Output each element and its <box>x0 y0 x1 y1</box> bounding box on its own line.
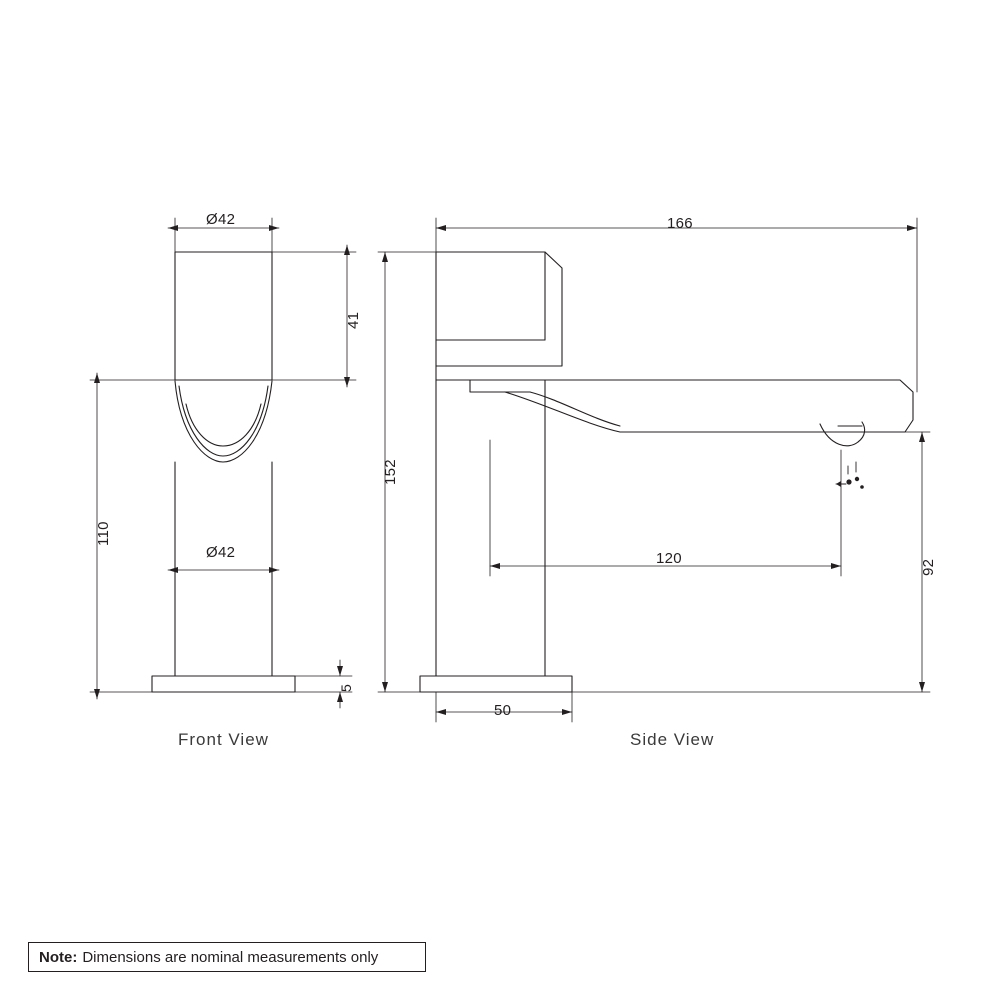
side-dim-152-label: 152 <box>382 459 399 485</box>
front-view-geometry <box>152 252 295 692</box>
note-label: Note: <box>39 948 78 966</box>
side-dim-166-label: 166 <box>667 215 693 232</box>
note-box <box>28 942 426 972</box>
front-dim-41-label: 41 <box>345 311 362 329</box>
front-view-title: Front View <box>178 730 269 749</box>
side-view-geometry <box>420 252 913 692</box>
front-dim-body-diameter <box>168 567 279 573</box>
side-dim-92-label: 92 <box>920 558 937 576</box>
note-text: Dimensions are nominal measurements only <box>82 948 379 966</box>
side-dim-120-label: 120 <box>656 550 682 567</box>
side-dim-50-label: 50 <box>494 702 512 719</box>
front-dim-body-diameter-label: Ø42 <box>206 544 236 561</box>
front-dim-top-diameter-label: Ø42 <box>206 211 236 228</box>
side-dim-92 <box>572 432 930 692</box>
front-dim-41 <box>272 245 356 387</box>
side-view-title: Side View <box>630 730 715 749</box>
front-dim-5-label: 5 <box>338 683 354 692</box>
front-dim-110-label: 110 <box>95 521 112 546</box>
